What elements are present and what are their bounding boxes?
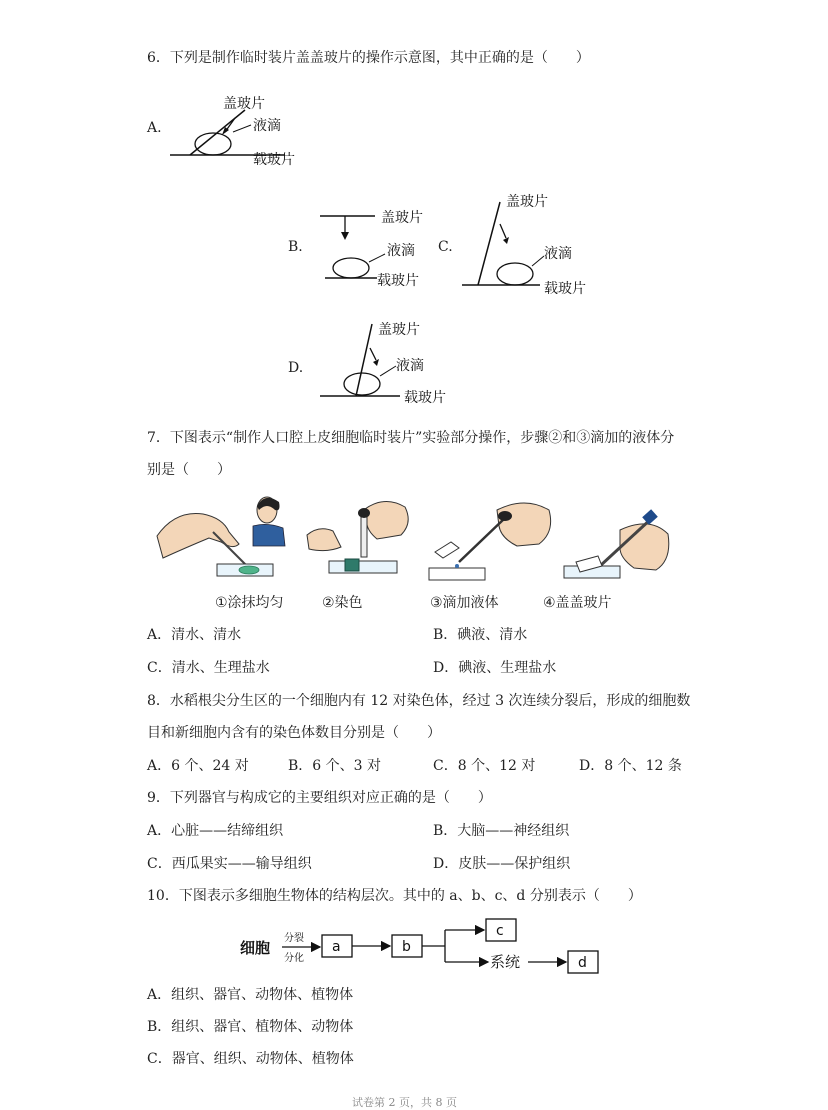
q7-step1-illustration	[155, 488, 290, 583]
q10-option-c: C．器官、组织、动物体、植物体	[147, 1051, 354, 1067]
q9-option-a: A．心脏——结缔组织	[147, 823, 284, 839]
q7-step3-caption: ③滴加液体	[430, 595, 499, 611]
q7-stem-line2: 别是（ ）	[147, 462, 231, 478]
q10-cell-label: 细胞	[240, 939, 271, 957]
q10-system-label: 系统	[490, 953, 521, 971]
q10-box-b-label: b	[402, 939, 411, 955]
q6b-cover-label: 盖玻片	[381, 210, 423, 226]
q7-step1-caption: ①涂抹均匀	[215, 595, 284, 611]
q10-option-a: A．组织、器官、动物体、植物体	[147, 987, 354, 1003]
q10-option-b: B．组织、器官、植物体、动物体	[147, 1019, 354, 1035]
q8-stem-line1: 8．水稻根尖分生区的一个细胞内有 12 对染色体，经过 3 次连续分裂后，形成的细胞数	[147, 693, 691, 709]
q10-box-d-label: d	[578, 955, 587, 971]
q7-step2-caption: ②染色	[322, 595, 363, 611]
q9-option-c: C．西瓜果实——输导组织	[147, 856, 312, 872]
q10-split-label: 分裂	[284, 933, 304, 944]
q10-diff-label: 分化	[284, 953, 304, 964]
q9-option-d: D．皮肤——保护组织	[433, 856, 571, 872]
q6c-slide-label: 载玻片	[544, 281, 586, 297]
q7-step4-caption: ④盖盖玻片	[543, 595, 612, 611]
q7-option-d: D．碘液、生理盐水	[433, 660, 557, 676]
q8-stem-line2: 目和新细胞内含有的染色体数目分别是（ ）	[147, 725, 441, 741]
q7-step3-illustration	[425, 490, 555, 585]
q7-stem-line1: 7．下图表示“制作人口腔上皮细胞临时装片”实验部分操作，步骤②和③滴加的液体分	[147, 430, 675, 446]
q8-option-d: D．8 个、12 条	[579, 758, 682, 774]
q6a-cover-label: 盖玻片	[223, 96, 265, 112]
q7-step2-illustration	[305, 495, 420, 585]
q10-box-c-label: c	[496, 923, 504, 939]
q6c-drop-label: 液滴	[544, 246, 572, 262]
q7-option-b: B．碘液、清水	[433, 627, 528, 643]
q8-option-b: B．6 个、3 对	[288, 758, 382, 774]
q6a-drop-label: 液滴	[253, 118, 281, 134]
q6-diagram-c	[460, 188, 600, 300]
q7-option-a: A．清水、清水	[147, 627, 242, 643]
q6c-cover-label: 盖玻片	[506, 194, 548, 210]
q6-option-b: B.	[288, 239, 303, 255]
q6-stem: 6．下列是制作临时装片盖盖玻片的操作示意图，其中正确的是（ ）	[147, 50, 590, 66]
q6d-drop-label: 液滴	[396, 358, 424, 374]
q6-option-c: C.	[438, 239, 453, 255]
q7-step4-illustration	[560, 508, 680, 593]
q6-diagram-b	[315, 200, 435, 290]
q7-option-c: C．清水、生理盐水	[147, 660, 270, 676]
q6d-cover-label: 盖玻片	[378, 322, 420, 338]
q6b-slide-label: 载玻片	[377, 273, 419, 289]
q6d-slide-label: 载玻片	[404, 390, 446, 406]
q8-option-a: A．6 个、24 对	[147, 758, 249, 774]
q6-option-d: D.	[288, 360, 304, 376]
q6b-drop-label: 液滴	[387, 243, 415, 259]
q6-diagram-a	[165, 90, 315, 170]
q10-structure-diagram	[240, 915, 610, 975]
q9-option-b: B．大脑——神经组织	[433, 823, 570, 839]
page-footer: 试卷第 2 页，共 8 页	[352, 1096, 457, 1109]
q9-stem: 9．下列器官与构成它的主要组织对应正确的是（ ）	[147, 790, 492, 806]
q6a-slide-label: 载玻片	[253, 152, 295, 168]
q10-box-a-label: a	[332, 939, 341, 955]
q10-stem: 10．下图表示多细胞生物体的结构层次。其中的 a、b、c、d 分别表示（ ）	[147, 888, 642, 904]
q6-diagram-d	[320, 318, 460, 410]
q8-option-c: C．8 个、12 对	[433, 758, 536, 774]
q6-option-a: A.	[147, 120, 162, 136]
